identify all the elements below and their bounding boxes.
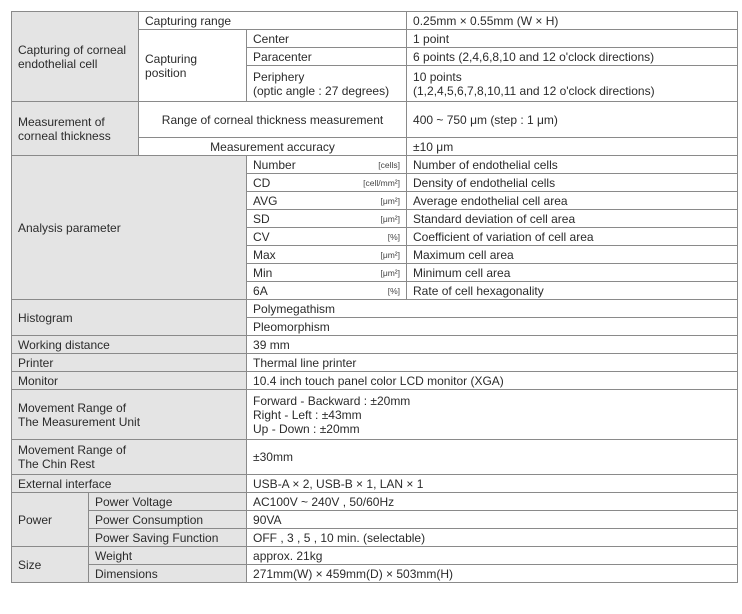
movement-unit-label	[12, 390, 247, 440]
accuracy-label: Measurement accuracy	[139, 138, 407, 156]
table-row	[12, 529, 738, 547]
weight-value: approx. 21kg	[247, 547, 738, 565]
periphery-label-line-2: (optic angle : 27 degrees)	[253, 83, 390, 98]
histogram-item: Polymegathism	[247, 300, 738, 318]
param-name: [μm²] Min	[247, 264, 407, 282]
param-name: [cell/mm²] CD	[247, 174, 407, 192]
printer-label: Printer	[12, 354, 247, 372]
movement-chin-label	[12, 440, 247, 475]
capturing-group-label: Capturing of corneal endothelial cell	[12, 12, 139, 102]
param-description: Average endothelial cell area	[407, 192, 738, 210]
thickness-group-label: Measurement of corneal thickness	[12, 102, 139, 156]
param-name: [μm²] SD	[247, 210, 407, 228]
param-unit: [μm²]	[380, 213, 401, 224]
histogram-label: Histogram	[12, 300, 247, 336]
param-unit: [cell/mm²]	[363, 177, 401, 188]
dimensions-label: Dimensions	[89, 565, 247, 583]
table-row	[12, 354, 738, 372]
periphery-value	[407, 66, 738, 102]
external-interface-value: USB-A × 2, USB-B × 1, LAN × 1	[247, 475, 738, 493]
param-description: Standard deviation of cell area	[407, 210, 738, 228]
param-unit: [%]	[387, 285, 401, 296]
param-name: [%] CV	[247, 228, 407, 246]
accuracy-value: ±10 μm	[407, 138, 738, 156]
param-unit: [cells]	[378, 159, 401, 170]
power-voltage-value: AC100V ~ 240V , 50/60Hz	[247, 493, 738, 511]
monitor-label: Monitor	[12, 372, 247, 390]
param-unit: [μm²]	[380, 249, 401, 260]
paracenter-value: 6 points (2,4,6,8,10 and 12 o'clock directions)	[407, 48, 738, 66]
working-distance-label: Working distance	[12, 336, 247, 354]
table-row	[12, 336, 738, 354]
power-label: Power	[12, 493, 89, 547]
capturing-position-label: Capturing position	[139, 30, 247, 102]
movement-chin-label-line-1: Movement Range of	[18, 443, 127, 457]
movement-unit-value	[247, 390, 738, 440]
table-row	[12, 12, 738, 30]
param-unit: [%]	[387, 231, 401, 242]
param-name: [cells] Number	[247, 156, 407, 174]
table-row	[12, 372, 738, 390]
periphery-value-line-1: 10 points	[413, 69, 462, 84]
thickness-range-label: Range of corneal thickness measurement	[139, 102, 407, 138]
param-description: Maximum cell area	[407, 246, 738, 264]
param-description: Density of endothelial cells	[407, 174, 738, 192]
specification-table	[11, 11, 738, 583]
movement-unit-label-line-2: The Measurement Unit	[18, 414, 141, 429]
movement-unit-label-line-1: Movement Range of	[18, 400, 127, 415]
analysis-group-label: Analysis parameter	[12, 156, 247, 300]
movement-unit-value-line-1: Forward - Backward : ±20mm	[253, 393, 411, 408]
power-consumption-label: Power Consumption	[89, 511, 247, 529]
weight-label: Weight	[89, 547, 247, 565]
printer-value: Thermal line printer	[247, 354, 738, 372]
capturing-range-label: Capturing range	[139, 12, 407, 30]
param-description: Number of endothelial cells	[407, 156, 738, 174]
external-interface-label: External interface	[12, 475, 247, 493]
table-row	[12, 440, 738, 475]
center-label: Center	[247, 30, 407, 48]
power-saving-value: OFF , 3 , 5 , 10 min. (selectable)	[247, 529, 738, 547]
power-voltage-label: Power Voltage	[89, 493, 247, 511]
periphery-label-line-1: Periphery	[253, 69, 305, 84]
working-distance-value: 39 mm	[247, 336, 738, 354]
table-row	[12, 565, 738, 583]
periphery-value-line-2: (1,2,4,5,6,7,8,10,11 and 12 o'clock directions)	[413, 83, 655, 98]
param-name: [%] 6A	[247, 282, 407, 300]
table-row	[12, 511, 738, 529]
table-row	[12, 547, 738, 565]
size-label: Size	[12, 547, 89, 583]
monitor-value: 10.4 inch touch panel color LCD monitor (XGA)	[247, 372, 738, 390]
center-value: 1 point	[407, 30, 738, 48]
histogram-item: Pleomorphism	[247, 318, 738, 336]
movement-unit-value-line-3: Up - Down : ±20mm	[253, 421, 360, 436]
param-description: Minimum cell area	[407, 264, 738, 282]
param-unit: [μm²]	[380, 267, 401, 278]
param-description: Rate of cell hexagonality	[407, 282, 738, 300]
table-row	[12, 102, 738, 138]
param-name: [μm²] AVG	[247, 192, 407, 210]
table-row	[12, 300, 738, 318]
movement-unit-value-line-2: Right - Left : ±43mm	[253, 407, 362, 422]
power-saving-label: Power Saving Function	[89, 529, 247, 547]
movement-chin-value: ±30mm	[247, 440, 738, 475]
param-description: Coefficient of variation of cell area	[407, 228, 738, 246]
param-name: [μm²] Max	[247, 246, 407, 264]
periphery-label	[247, 66, 407, 102]
param-unit: [μm²]	[380, 195, 401, 206]
movement-chin-label-line-2: The Chin Rest	[18, 457, 95, 471]
table-row	[12, 156, 738, 174]
table-row	[12, 493, 738, 511]
capturing-range-value: 0.25mm × 0.55mm (W × H)	[407, 12, 738, 30]
power-consumption-value: 90VA	[247, 511, 738, 529]
paracenter-label: Paracenter	[247, 48, 407, 66]
table-row	[12, 390, 738, 440]
dimensions-value: 271mm(W) × 459mm(D) × 503mm(H)	[247, 565, 738, 583]
table-row	[12, 475, 738, 493]
thickness-range-value: 400 ~ 750 μm (step : 1 μm)	[407, 102, 738, 138]
